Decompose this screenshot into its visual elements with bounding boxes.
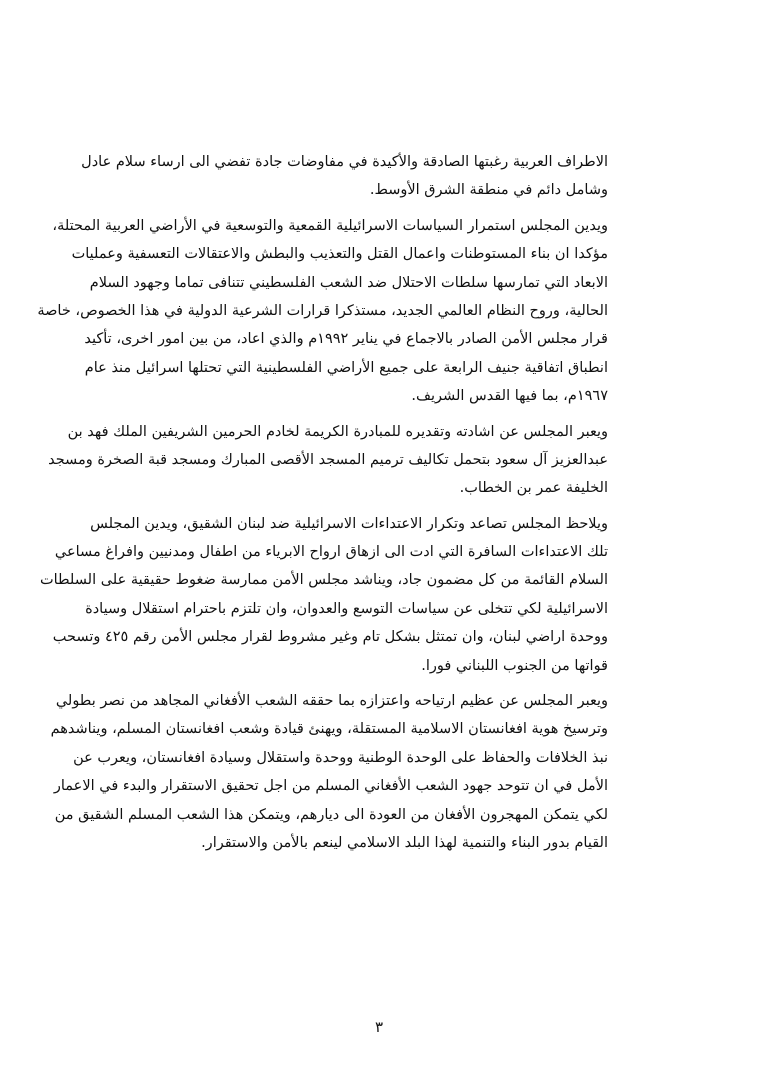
text-line: نبذ الخلافات والحفاظ على الوحدة الوطنية ووحدة واستقلال وسيادة افغانستان، ويعرب عن	[73, 749, 608, 766]
text-line: الأمل في ان تتوحد جهود الشعب الأفغاني المسلم من اجل تحقيق الاستقرار والبدء في الاعمار	[53, 778, 608, 795]
text-line: لكي يتمكن المهجرون الأفغان من العودة الى ديارهم، ويتمكن هذا الشعب المسلم الشقيق من	[54, 806, 608, 823]
document-body	[37, 148, 608, 864]
text-line: ويدين المجلس استمرار السياسات الاسرائيلية القمعية والتوسعية في الأراضي العربية المحتلة،	[52, 217, 608, 234]
text-line: وشامل دائم في منطقة الشرق الأوسط.	[369, 182, 608, 199]
paragraph	[81, 148, 608, 205]
page-number: ٣	[374, 1018, 384, 1036]
text-line: ويعبر المجلس عن عظيم ارتياحه واعتزازه بما حققه الشعب الأفغاني المجاهد من نصر بطولي	[55, 693, 608, 710]
text-line: الابعاد التي تمارسها سلطات الاحتلال ضد الشعب الفلسطيني تتنافى تماما وجهود السلام	[89, 274, 608, 291]
text-line: السلام القائمة من كل مضمون جاد، ويناشد مجلس الأمن ممارسة ضغوط حقيقية على السلطات	[39, 572, 608, 589]
paragraph	[48, 418, 608, 503]
text-line: الخليفة عمر بن الخطاب.	[459, 480, 608, 497]
text-line: وترسيخ هوية افغانستان الاسلامية المستقلة، ويهنئ قيادة وشعب افغانستان المسلم، ويناشدهم	[50, 721, 608, 738]
text-line: مؤكدا ان بناء المستوطنات واعمال القتل والتعذيب والبطش والاعتقالات التعسفية وعمليات	[71, 246, 608, 263]
text-line: تلك الاعتداءات السافرة التي ادت الى ازهاق ارواح الابرياء من اطفال ومدنيين وافراغ مساعي	[54, 544, 608, 561]
text-line: الحالية، وروح النظام العالمي الجديد، مستذكرا قرارات الشرعية الدولية في هذا الخصوص، خاصة	[37, 302, 608, 319]
text-line: قرار مجلس الأمن الصادر بالاجماع في يناير ١٩٩٢م والذي اعاد، من بين امور اخرى، تأكيد	[84, 331, 608, 348]
text-line: الاسرائيلية لكي تتخلى عن سياسات التوسع والعدوان، وان تلتزم باحترام استقلال وسيادة	[85, 600, 608, 617]
text-line: ويعبر المجلس عن اشادته وتقديره للمبادرة الكريمة لخادم الحرمين الشريفين الملك فهد بن	[67, 423, 608, 440]
text-line: ١٩٦٧م، بما فيها القدس الشريف.	[411, 388, 608, 405]
paragraph	[39, 510, 608, 680]
text-line: قواتها من الجنوب اللبناني فورا.	[421, 657, 608, 674]
text-line: القيام بدور البناء والتنمية لهذا البلد الاسلامي لينعم بالأمن والاستقرار.	[201, 834, 608, 851]
text-line: ووحدة اراضي لبنان، وان تمتثل بشكل تام وغير مشروط لقرار مجلس الأمن رقم ٤٢٥ وتسحب	[52, 629, 608, 646]
text-line: عبدالعزيز آل سعود بتحمل تكاليف ترميم المسجد الأقصى المبارك ومسجد قبة الصخرة ومسجد	[48, 451, 608, 468]
paragraph	[37, 212, 608, 411]
text-line: الاطراف العربية رغبتها الصادقة والأكيدة في مفاوضات جادة تفضي الى ارساء سلام عادل	[81, 154, 608, 170]
text-line: ويلاحظ المجلس تصاعد وتكرار الاعتداءات الاسرائيلية ضد لبنان الشقيق، ويدين المجلس	[90, 515, 608, 532]
text-line: انطباق اتفاقية جنيف الرابعة على جميع الأراضي الفلسطينية التي تحتلها اسرائيل منذ عام	[84, 359, 608, 376]
paragraph	[50, 687, 608, 857]
